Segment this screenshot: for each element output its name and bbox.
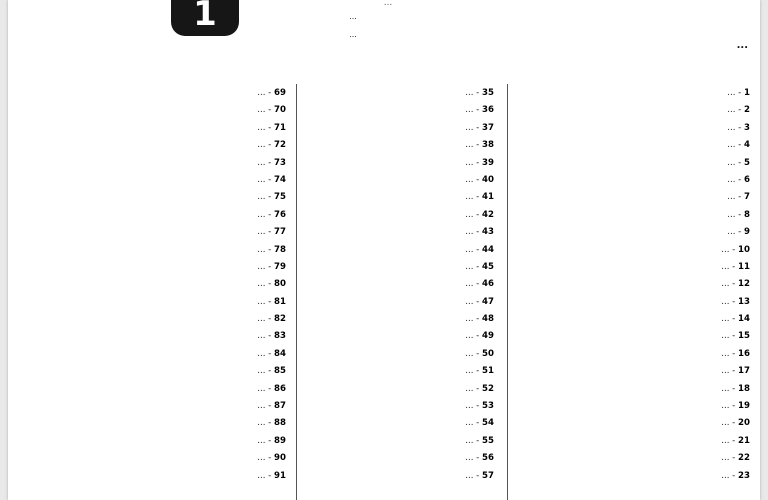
list-item: 1 - ...: [727, 88, 750, 98]
item-name: ...: [257, 296, 266, 307]
item-name: ...: [257, 209, 266, 220]
item-name: ...: [465, 174, 474, 185]
item-number: 74: [274, 174, 286, 185]
item-name: ...: [727, 140, 736, 151]
item-number: 14: [738, 314, 750, 325]
list-item: 36 - ...: [465, 105, 494, 116]
list-item: 71 - ...: [257, 122, 286, 133]
list-item: 12 - ...: [721, 279, 750, 290]
item-number: 22: [738, 453, 750, 464]
item-number: 71: [274, 122, 286, 133]
list-item: 81 - ...: [257, 296, 286, 307]
item-number: 48: [482, 314, 494, 325]
item-name: ...: [727, 122, 736, 133]
list-item: 47 - ...: [465, 296, 494, 307]
name-column-1: [550, 85, 750, 500]
item-number: 7: [744, 192, 750, 203]
list-item: 72 - ...: [257, 140, 286, 151]
column-divider: [507, 84, 508, 500]
item-number: 69: [274, 88, 286, 98]
item-name: ...: [257, 418, 266, 429]
item-number: 88: [274, 418, 286, 429]
item-name: ...: [465, 227, 474, 238]
list-item: 9 - ...: [727, 227, 750, 238]
list-item: 16 - ...: [721, 348, 750, 359]
item-name: ...: [465, 261, 474, 272]
item-name: ...: [727, 227, 736, 238]
list-item: 85 - ...: [257, 366, 286, 377]
list-item: 10 - ...: [721, 244, 750, 255]
item-number: 40: [482, 174, 494, 185]
item-name: ...: [257, 331, 266, 342]
item-name: ...: [257, 366, 266, 377]
list-item: 17 - ...: [721, 366, 750, 377]
item-number: 53: [482, 401, 494, 412]
list-item: 76 - ...: [257, 209, 286, 220]
list-item: 6 - ...: [727, 174, 750, 185]
item-number: 80: [274, 279, 286, 290]
item-number: 18: [738, 383, 750, 394]
item-number: 21: [738, 435, 750, 446]
item-name: ...: [465, 331, 474, 342]
item-number: 47: [482, 296, 494, 307]
list-item: 80 - ...: [257, 279, 286, 290]
item-name: ...: [257, 227, 266, 238]
item-name: ...: [257, 314, 266, 325]
item-name: ...: [465, 366, 474, 377]
list-item: 48 - ...: [465, 314, 494, 325]
item-name: ...: [721, 261, 730, 272]
name-column-2: [316, 85, 494, 500]
item-number: 13: [738, 296, 750, 307]
item-number: 4: [744, 140, 750, 151]
list-item: 22 - ...: [721, 453, 750, 464]
item-name: ...: [721, 348, 730, 359]
list-item: 4 - ...: [727, 140, 750, 151]
item-number: 54: [482, 418, 494, 429]
item-name: ...: [465, 88, 474, 98]
list-item: 55 - ...: [465, 435, 494, 446]
item-number: 38: [482, 140, 494, 151]
item-number: 6: [744, 174, 750, 185]
item-number: 84: [274, 348, 286, 359]
list-item: 73 - ...: [257, 157, 286, 168]
item-number: 19: [738, 401, 750, 412]
list-item: 51 - ...: [465, 366, 494, 377]
item-name: ...: [721, 453, 730, 464]
item-name: ...: [257, 105, 266, 116]
list-item: 86 - ...: [257, 383, 286, 394]
item-name: ...: [257, 88, 266, 98]
item-name: ...: [465, 140, 474, 151]
list-item: 70 - ...: [257, 105, 286, 116]
list-item: 50 - ...: [465, 348, 494, 359]
item-number: 81: [274, 296, 286, 307]
item-name: ...: [465, 348, 474, 359]
list-item: 91 - ...: [257, 470, 286, 481]
list-item: 54 - ...: [465, 418, 494, 429]
list-item: 40 - ...: [465, 174, 494, 185]
list-item: 56 - ...: [465, 453, 494, 464]
item-number: 83: [274, 331, 286, 342]
item-number: 82: [274, 314, 286, 325]
list-item: 87 - ...: [257, 401, 286, 412]
item-name: ...: [257, 261, 266, 272]
item-name: ...: [465, 279, 474, 290]
item-name: ...: [465, 314, 474, 325]
item-name: ...: [721, 383, 730, 394]
item-name: ...: [721, 401, 730, 412]
item-number: 1: [744, 88, 750, 98]
item-name: ...: [257, 470, 266, 481]
item-number: 20: [738, 418, 750, 429]
list-item: 57 - ...: [465, 470, 494, 481]
item-number: 52: [482, 383, 494, 394]
item-name: ...: [257, 401, 266, 412]
item-name: ...: [721, 296, 730, 307]
item-number: 70: [274, 105, 286, 116]
item-number: 73: [274, 157, 286, 168]
item-number: 90: [274, 453, 286, 464]
item-number: 50: [482, 348, 494, 359]
item-name: ...: [465, 401, 474, 412]
list-item: 82 - ...: [257, 314, 286, 325]
list-item: 83 - ...: [257, 331, 286, 342]
list-item: 15 - ...: [721, 331, 750, 342]
item-name: ...: [727, 157, 736, 168]
list-item: 44 - ...: [465, 244, 494, 255]
item-name: ...: [727, 209, 736, 220]
item-name: ...: [257, 244, 266, 255]
column-divider: [296, 84, 297, 500]
item-number: 56: [482, 453, 494, 464]
list-item: 77 - ...: [257, 227, 286, 238]
item-number: 11: [738, 261, 750, 272]
item-name: ...: [721, 470, 730, 481]
item-name: ...: [465, 418, 474, 429]
item-name: ...: [257, 192, 266, 203]
item-name: ...: [465, 192, 474, 203]
item-number: 37: [482, 122, 494, 133]
item-number: 78: [274, 244, 286, 255]
list-item: 53 - ...: [465, 401, 494, 412]
item-name: ...: [257, 348, 266, 359]
list-item: 18 - ...: [721, 383, 750, 394]
item-number: 72: [274, 140, 286, 151]
item-number: 39: [482, 157, 494, 168]
item-name: ...: [257, 122, 266, 133]
item-name: ...: [257, 435, 266, 446]
item-name: ...: [721, 435, 730, 446]
list-item: 75 - ...: [257, 192, 286, 203]
item-number: 76: [274, 209, 286, 220]
item-name: ...: [721, 366, 730, 377]
item-number: 3: [744, 122, 750, 133]
list-item: 78 - ...: [257, 244, 286, 255]
item-name: ...: [465, 244, 474, 255]
item-number: 43: [482, 227, 494, 238]
item-number: 77: [274, 227, 286, 238]
item-number: 87: [274, 401, 286, 412]
item-number: 35: [482, 88, 494, 98]
item-name: ...: [257, 140, 266, 151]
list-item: 79 - ...: [257, 261, 286, 272]
item-number: 10: [738, 244, 750, 255]
item-name: ...: [727, 105, 736, 116]
item-number: 8: [744, 209, 750, 220]
item-name: ...: [721, 244, 730, 255]
item-number: 49: [482, 331, 494, 342]
item-name: ...: [721, 331, 730, 342]
list-item: 42 - ...: [465, 209, 494, 220]
list-item: 41 - ...: [465, 192, 494, 203]
item-number: 79: [274, 261, 286, 272]
header-line-b: ...: [349, 30, 357, 39]
item-name: ...: [465, 453, 474, 464]
item-name: ...: [257, 279, 266, 290]
list-item: 19 - ...: [721, 401, 750, 412]
list-item: 11 - ...: [721, 261, 750, 272]
item-number: 16: [738, 348, 750, 359]
list-item: 88 - ...: [257, 418, 286, 429]
item-name: ...: [465, 470, 474, 481]
item-number: 91: [274, 470, 286, 481]
list-item: 84 - ...: [257, 348, 286, 359]
list-item: 49 - ...: [465, 331, 494, 342]
item-number: 36: [482, 105, 494, 116]
list-item: 89 - ...: [257, 435, 286, 446]
list-item: 2 - ...: [727, 105, 750, 116]
item-name: ...: [465, 157, 474, 168]
list-item: 38 - ...: [465, 140, 494, 151]
item-name: ...: [465, 435, 474, 446]
item-number: 44: [482, 244, 494, 255]
item-name: ...: [257, 383, 266, 394]
item-number: 46: [482, 279, 494, 290]
item-number: 45: [482, 261, 494, 272]
list-item: 5 - ...: [727, 157, 750, 168]
document-page: [8, 0, 760, 500]
item-number: 9: [744, 227, 750, 238]
list-item: 35 - ...: [465, 88, 494, 98]
item-name: ...: [465, 105, 474, 116]
instruction-text: ...: [736, 40, 748, 51]
item-name: ...: [721, 314, 730, 325]
item-number: 42: [482, 209, 494, 220]
list-item: 8 - ...: [727, 209, 750, 220]
item-number: 15: [738, 331, 750, 342]
item-name: ...: [257, 157, 266, 168]
item-name: ...: [257, 453, 266, 464]
list-item: 90 - ...: [257, 453, 286, 464]
list-item: 20 - ...: [721, 418, 750, 429]
list-item: 39 - ...: [465, 157, 494, 168]
item-number: 57: [482, 470, 494, 481]
item-number: 2: [744, 105, 750, 116]
list-item: 3 - ...: [727, 122, 750, 133]
page-number-badge: 1: [171, 0, 239, 36]
list-item: 45 - ...: [465, 261, 494, 272]
item-name: ...: [465, 122, 474, 133]
list-item: 52 - ...: [465, 383, 494, 394]
list-item: 14 - ...: [721, 314, 750, 325]
item-name: ...: [727, 174, 736, 185]
item-number: 51: [482, 366, 494, 377]
header-line-a: ...: [349, 12, 357, 21]
item-name: ...: [465, 209, 474, 220]
item-name: ...: [721, 279, 730, 290]
list-item: 69 - ...: [257, 88, 286, 98]
item-number: 85: [274, 366, 286, 377]
item-name: ...: [257, 174, 266, 185]
item-number: 89: [274, 435, 286, 446]
item-name: ...: [465, 296, 474, 307]
list-item: 74 - ...: [257, 174, 286, 185]
item-number: 55: [482, 435, 494, 446]
list-item: 21 - ...: [721, 435, 750, 446]
list-item: 13 - ...: [721, 296, 750, 307]
item-name: ...: [727, 88, 736, 98]
name-column-3: [86, 85, 286, 500]
item-name: ...: [465, 383, 474, 394]
item-number: 41: [482, 192, 494, 203]
item-number: 86: [274, 383, 286, 394]
item-name: ...: [727, 192, 736, 203]
item-number: 17: [738, 366, 750, 377]
list-item: 43 - ...: [465, 227, 494, 238]
list-item: 46 - ...: [465, 279, 494, 290]
list-item: 23 - ...: [721, 470, 750, 481]
list-item: 7 - ...: [727, 192, 750, 203]
item-name: ...: [721, 418, 730, 429]
header-title-line: ...: [383, 0, 393, 8]
item-number: 12: [738, 279, 750, 290]
item-number: 23: [738, 470, 750, 481]
item-number: 5: [744, 157, 750, 168]
list-item: 37 - ...: [465, 122, 494, 133]
item-number: 75: [274, 192, 286, 203]
